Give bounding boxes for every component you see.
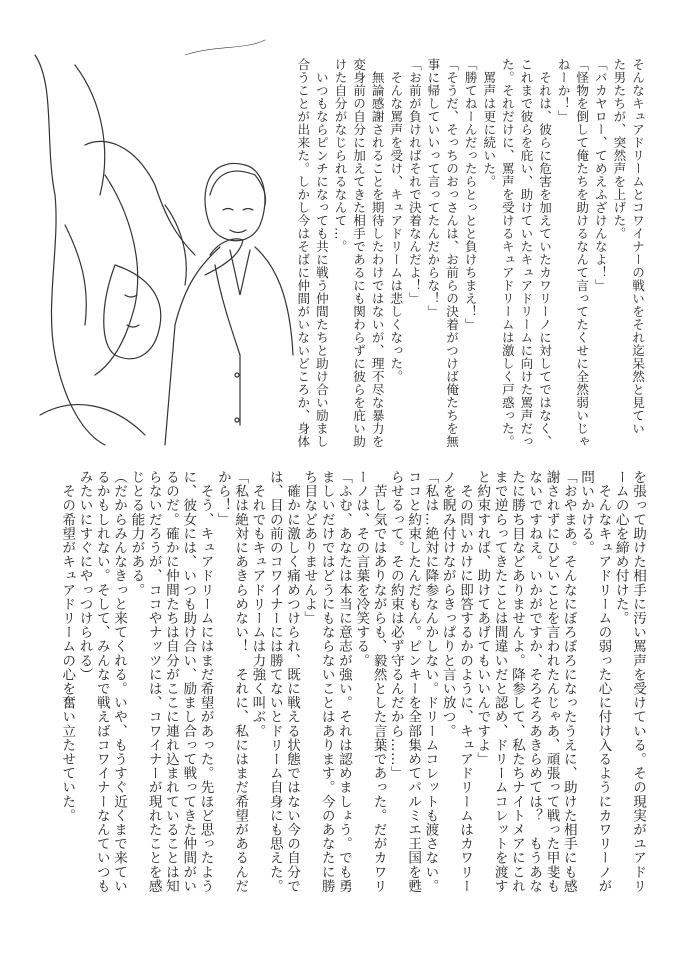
text-line: 「ふむ、あなたは本当に意志が強い。それは認めましょう。でも勇 — [335, 470, 352, 893]
text-line: それでもキュアドリームは力強く叫ぶ。 — [249, 470, 266, 738]
text-line: 「私は…絶対に降参なんかしない。ドリームコレットも渡さない。 — [422, 470, 439, 893]
text-line: 「バカヤロー、てめえふざけんなよ！」 — [592, 58, 608, 292]
illustration-sketch — [15, 25, 295, 455]
upper-text-block — [293, 58, 646, 448]
text-line: 「怪物を倒して俺たちを助けるなんて言ってたくせに全然弱いじゃ — [574, 58, 590, 448]
text-line: じとる能力がある。 — [128, 470, 145, 597]
text-line: るのだ。確かに仲間たちは自分がここに連れ込まれていることは知 — [162, 470, 179, 893]
text-line: た男たちが、突然声を上げた。 — [611, 58, 627, 240]
text-line: ましいだけではどうにもならないことはあります。今のあなたに勝 — [318, 470, 335, 893]
text-line: 「勝てねーんだったらとっとと負けちまえ！」 — [462, 58, 478, 331]
text-line: ないですねえ。いかがですか、そろそろあきらめては？ もうあな — [526, 470, 543, 893]
text-line: 「私は絶対にあきらめない！ それに、私にはまだ希望があるんだ — [232, 470, 249, 893]
text-line: ーノは、その言葉を冷笑する。 — [353, 470, 370, 668]
text-line: ームの心を締め付けた。 — [612, 470, 629, 626]
text-line: らせるって。その約束は必ず守るんだから……」 — [387, 470, 404, 781]
text-line: るかもしれない。そして、みんなで戦えばコワイナーなんていつも — [93, 470, 110, 893]
text-line: その問いかけに即答するかのように、キュアドリームはカワリー — [457, 470, 474, 893]
text-line: けた自分がなじられるなんて…。 — [332, 58, 348, 253]
text-line: 謝されずにひどいことを言われたんじゃあ、頑張って戦った甲斐も — [543, 470, 560, 893]
text-line: 無論感謝されることを期待したわけではないが、理不尽な暴力を — [369, 58, 385, 448]
text-line: それは、彼らに危害を加えていたカワリーノに対してではなく、 — [537, 58, 553, 448]
text-line: 問いかける。 — [578, 470, 595, 555]
text-line: いつもならピンチになっても共に戦う仲間たちと助け合い励まし — [313, 58, 329, 448]
lower-text-block — [58, 470, 646, 893]
text-line: 「そうだ、そっちのおっさんは、お前らの決着がつけば俺たちを無 — [444, 58, 460, 448]
text-line: そんなキュアドリームとコワイナーの戦いをそれ迄呆然と見てい — [630, 58, 645, 435]
text-line: は、目の前のコワイナーには勝てないとドリーム自身にも思えた。 — [266, 470, 283, 893]
text-line: らないだろうが、ココやナッツには、コワイナーが現れたことを感 — [145, 470, 162, 893]
text-line: そう、キュアドリームにはまだ希望があった。先ほど思ったよう — [197, 470, 214, 893]
text-line: 罵声は更に続いた。 — [481, 58, 497, 188]
text-line: 苦し気ではありながらも、毅然とした言葉であった。だがカワリ — [370, 470, 387, 893]
text-line: た。それだけに、罵声を受けるキュアドリームは激しく戸惑った。 — [499, 58, 515, 448]
text-line: まで逆らってきたことは間違いだと認め、ドリームコレットを渡す — [491, 470, 508, 893]
text-line: ノを睨み付けながらきっぱりと言い放つ。 — [439, 470, 456, 738]
text-line: 事に帰していいって言ってたんだからな！」 — [425, 58, 441, 318]
text-line: みたいにすぐにやっつけられる） — [76, 470, 93, 682]
text-line: 「お前が負ければそれで決着なんだよ！」 — [406, 58, 422, 305]
text-line: から！」 — [214, 470, 231, 527]
text-line: と約束すれば、助けてあげてもいいんですよ」 — [474, 470, 491, 767]
text-line: ち目などありませんよ」 — [301, 470, 318, 626]
text-line: ココと約束したんだもん。ピンキーを全部集めてパルミエ王国を甦 — [405, 470, 422, 893]
text-line: 「おやまあ。そんなにぼろぼろになったうえに、助けた相手にも感 — [560, 470, 577, 893]
text-line: に、彼女には、いつも助け合い、励まし合って戦ってきた仲間がい — [180, 470, 197, 893]
text-line: そんな罵声を受け、キュアドリームは悲しくなった。 — [388, 58, 404, 383]
text-line: そんなキュアドリームの弱った心に付け入るようにカワリーノが — [595, 470, 612, 893]
text-line: を張って助けた相手に汚い罵声を受けている。その現実がユアドリ — [630, 470, 646, 893]
text-line: たに勝ち目などありませんよ。降参して、私たちナイトメアにこれ — [508, 470, 525, 893]
text-line: その希望がキュアドリームの心を奮い立たせていた。 — [59, 470, 76, 823]
text-line: 合うことが出来た。しかし今はそばに仲間がいないどころか、身体 — [295, 58, 311, 448]
text-line: これまで彼らを庇い、助けていたキュアドリームに向けた罵声だっ — [518, 58, 534, 448]
text-line: 確かに激しく痛めつけられ、既に戦える状態ではない今の自分で — [284, 470, 301, 893]
text-line: 変身前の自分に加えてきた相手であるにも関わらずに彼らを庇い助 — [351, 58, 367, 448]
text-line: （だからみんなきっと来てくれる。いや、もうすぐ近くまで来てい — [111, 470, 128, 893]
text-line: ねーか！」 — [555, 58, 571, 123]
